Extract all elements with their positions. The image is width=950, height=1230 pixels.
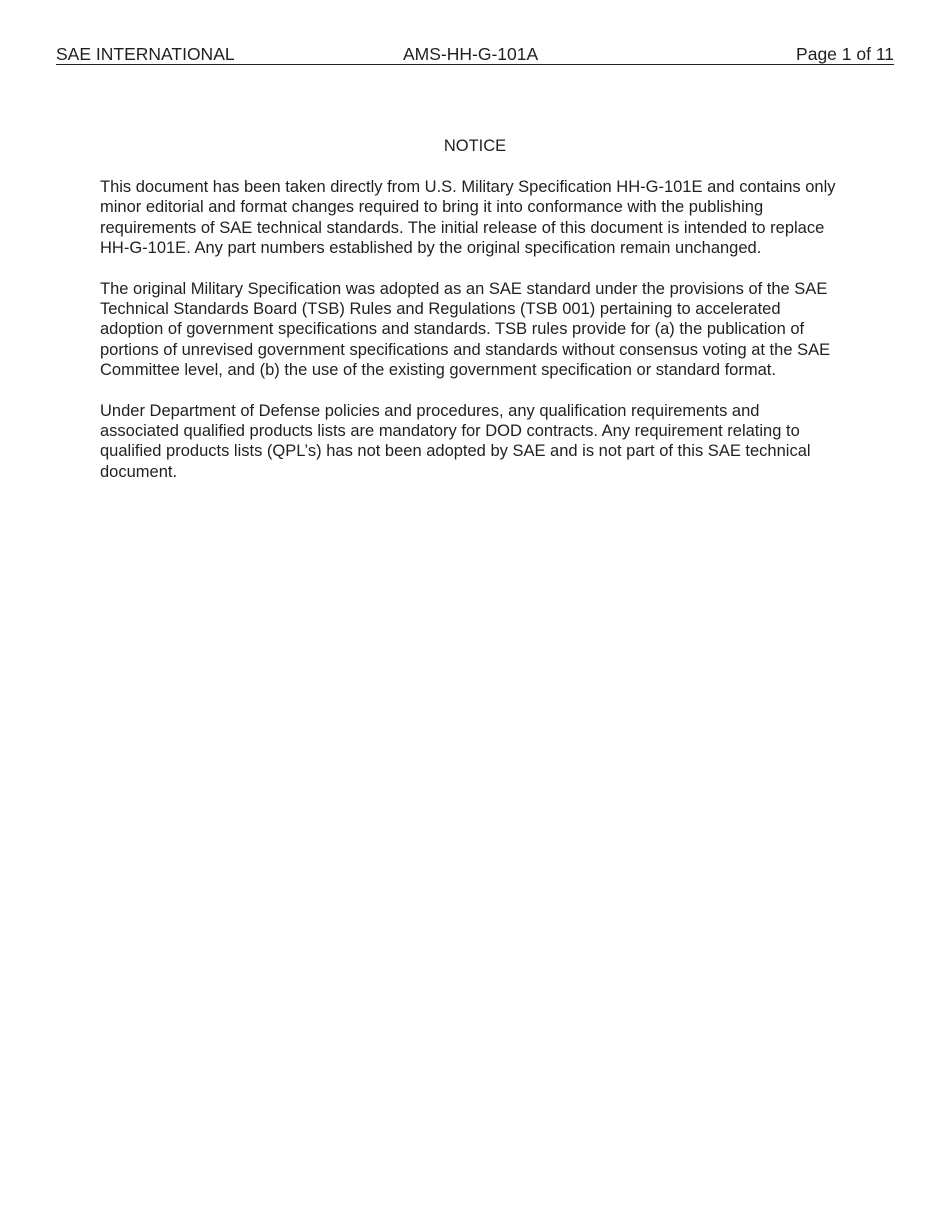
- notice-body: [100, 177, 860, 502]
- paragraph-line: requirements of SAE technical standards. The initial release of this document is intended to replace: [100, 218, 825, 237]
- paragraph-line: qualified products lists (QPL’s) has not been adopted by SAE and is not part of this SAE technical: [100, 442, 811, 461]
- paragraph-line: Committee level, and (b) the use of the existing government specification or standard format.: [100, 360, 776, 379]
- paragraph-line: HH-G-101E. Any part numbers established by the original specification remain unchanged.: [100, 238, 762, 257]
- page-header: [56, 42, 894, 65]
- paragraph-line: This document has been taken directly from U.S. Military Specification HH-G-101E and contains only: [100, 178, 836, 196]
- notice-paragraph-3: [100, 401, 860, 482]
- paragraph-line: Technical Standards Board (TSB) Rules and Regulations (TSB 001) pertaining to accelerated: [100, 299, 781, 318]
- notice-paragraph-1: [100, 177, 860, 258]
- header-organization: SAE INTERNATIONAL: [56, 44, 235, 64]
- paragraph-line: portions of unrevised government specifications and standards without consensus voting at the SAE: [100, 340, 831, 359]
- paragraph-line: document.: [100, 462, 178, 481]
- notice-paragraph-2: [100, 279, 860, 380]
- paragraph-line: Under Department of Defense policies and procedures, any qualification requirements and: [100, 401, 760, 420]
- paragraph-line: minor editorial and format changes required to bring it into conformance with the publishing: [100, 198, 764, 217]
- paragraph-line: associated qualified products lists are mandatory for DOD contracts. Any requirement relating to: [100, 421, 800, 440]
- header-document-number: AMS-HH-G-101A: [403, 44, 539, 64]
- paragraph-line: The original Military Specification was adopted as an SAE standard under the provisions of the SAE: [100, 279, 828, 298]
- header-page-number: Page 1 of 11: [796, 44, 894, 64]
- notice-title: NOTICE: [443, 137, 507, 155]
- paragraph-line: adoption of government specifications and standards. TSB rules provide for (a) the publication of: [100, 320, 805, 339]
